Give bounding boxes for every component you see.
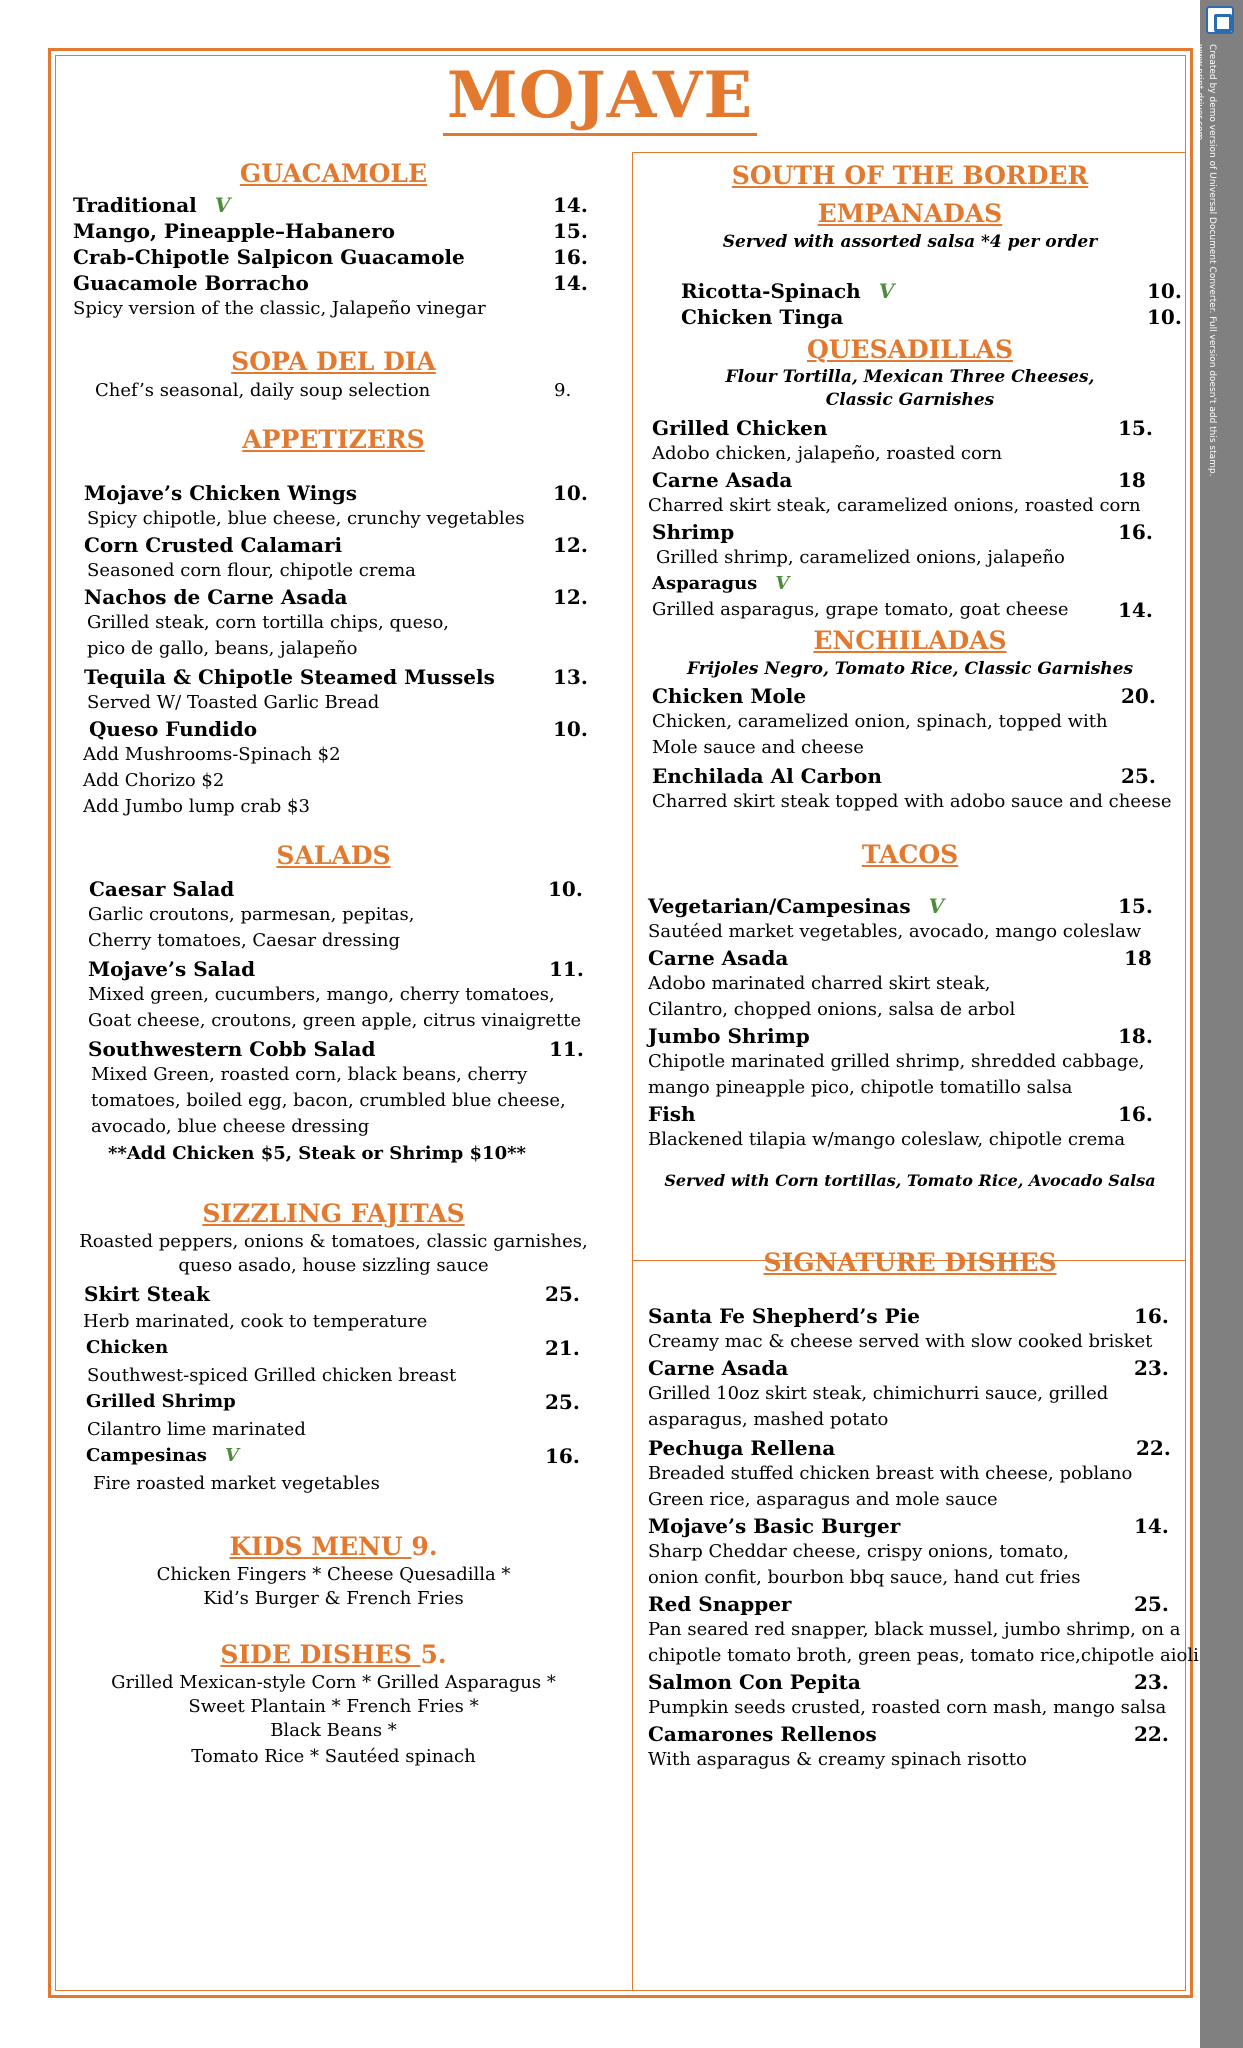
converter-logo-icon bbox=[1206, 6, 1234, 34]
signature-dishes-heading: SIGNATURE DISHES bbox=[763, 1248, 1057, 1277]
guacamole-heading: GUACAMOLE bbox=[239, 159, 428, 188]
side-dishes-list: Black Beans * bbox=[270, 1720, 397, 1741]
item-name: Carne Asada bbox=[648, 1356, 789, 1380]
item-price: 11. bbox=[549, 957, 584, 981]
menu-item bbox=[648, 945, 1180, 971]
item-price: 18 bbox=[1118, 468, 1146, 492]
column-divider bbox=[632, 152, 633, 1990]
item-description: onion confit, bourbon bbq sauce, hand cut fries bbox=[648, 1567, 1081, 1588]
item-description: Mole sauce and cheese bbox=[652, 737, 864, 758]
sopa-heading: SOPA DEL DIA bbox=[231, 347, 436, 376]
item-description: Southwest-spiced Grilled chicken breast bbox=[87, 1365, 457, 1386]
item-price: 12. bbox=[553, 585, 588, 609]
side-dishes-list: Grilled Mexican-style Corn * Grilled Asparagus * bbox=[111, 1672, 556, 1693]
item-name: Queso Fundido bbox=[89, 717, 258, 741]
kids-menu-items: Kid’s Burger & French Fries bbox=[203, 1588, 464, 1609]
enchiladas-subtitle: Frijoles Negro, Tomato Rice, Classic Garnishes bbox=[686, 659, 1134, 679]
menu-item bbox=[648, 1513, 1180, 1539]
item-name: Traditional bbox=[73, 193, 197, 217]
item-name: Asparagus bbox=[652, 573, 758, 594]
item-description: Adobo marinated charred skirt steak, bbox=[648, 973, 991, 994]
menu-item bbox=[652, 467, 1180, 493]
vegetarian-mark: V bbox=[214, 193, 231, 217]
item-name: Chicken bbox=[86, 1337, 169, 1358]
menu-item bbox=[73, 192, 610, 218]
item-description: Green rice, asparagus and mole sauce bbox=[648, 1489, 998, 1510]
left-column bbox=[70, 158, 610, 1769]
item-name: Tequila & Chipotle Steamed Mussels bbox=[84, 665, 495, 689]
item-price: 22. bbox=[1136, 1436, 1171, 1460]
item-price: 16. bbox=[545, 1444, 580, 1468]
item-price: 25. bbox=[545, 1390, 580, 1414]
menu-item bbox=[648, 1355, 1180, 1381]
menu-item bbox=[86, 1335, 610, 1361]
item-name: Ricotta-Spinach bbox=[681, 279, 861, 303]
item-description: Seasoned corn flour, chipotle crema bbox=[87, 560, 416, 581]
item-description: Add Chorizo $2 bbox=[83, 770, 225, 791]
item-description: Cherry tomatoes, Caesar dressing bbox=[88, 930, 400, 951]
item-description: Spicy version of the classic, Jalapeño vinegar bbox=[73, 298, 486, 319]
menu-item bbox=[648, 1101, 1180, 1127]
item-description: Grilled 10oz skirt steak, chimichurri sauce, grilled bbox=[648, 1383, 1109, 1404]
salads-add-protein-note: **Add Chicken $5, Steak or Shrimp $10** bbox=[108, 1143, 526, 1164]
item-description: avocado, blue cheese dressing bbox=[91, 1116, 370, 1137]
item-description: Breaded stuffed chicken breast with cheese, poblano bbox=[648, 1463, 1133, 1484]
item-description: Blackened tilapia w/mango coleslaw, chipotle crema bbox=[648, 1129, 1126, 1150]
item-name: Nachos de Carne Asada bbox=[84, 585, 348, 609]
item-price: 10. bbox=[553, 717, 588, 741]
item-price: 14. bbox=[553, 271, 588, 295]
item-name: Campesinas bbox=[86, 1445, 207, 1466]
item-name: Mojave’s Basic Burger bbox=[648, 1514, 901, 1538]
item-price: 9. bbox=[554, 380, 572, 401]
item-description: Sautéed market vegetables, avocado, mango coleslaw bbox=[648, 921, 1142, 942]
item-name: Crab-Chipotle Salpicon Guacamole bbox=[73, 245, 465, 269]
item-price: 14. bbox=[553, 193, 588, 217]
item-price: 18 bbox=[1124, 946, 1152, 970]
item-price: 20. bbox=[1121, 684, 1156, 708]
side-dishes-list: Sweet Plantain * French Fries * bbox=[188, 1696, 479, 1717]
item-price: 22. bbox=[1134, 1722, 1169, 1746]
item-name: Vegetarian/Campesinas bbox=[648, 894, 911, 918]
menu-item bbox=[84, 664, 610, 690]
item-description: Garlic croutons, parmesan, pepitas, bbox=[88, 904, 415, 925]
menu-item bbox=[648, 1721, 1180, 1747]
empanadas-heading-line-2: EMPANADAS bbox=[817, 199, 1003, 228]
item-name: Chicken Mole bbox=[652, 684, 807, 708]
item-price: 10. bbox=[1147, 279, 1182, 303]
menu-item bbox=[648, 1023, 1180, 1049]
side-dishes-heading bbox=[70, 1639, 597, 1671]
item-name: Red Snapper bbox=[648, 1592, 792, 1616]
fajitas-subtitle: Roasted peppers, onions & tomatoes, classic garnishes, bbox=[79, 1231, 588, 1252]
fajitas-subtitle: queso asado, house sizzling sauce bbox=[178, 1255, 489, 1276]
item-name: Guacamole Borracho bbox=[73, 271, 309, 295]
enchiladas-heading: ENCHILADAS bbox=[813, 626, 1007, 655]
item-name: Skirt Steak bbox=[84, 1282, 210, 1306]
item-description: Served W/ Toasted Garlic Bread bbox=[87, 692, 380, 713]
item-price: 10. bbox=[553, 481, 588, 505]
menu-item bbox=[86, 1443, 610, 1469]
quesadillas-heading: QUESADILLAS bbox=[806, 335, 1014, 364]
menu-item bbox=[652, 571, 1180, 597]
menu-item bbox=[84, 584, 610, 610]
quesadillas-subtitle: Flour Tortilla, Mexican Three Cheeses, bbox=[725, 367, 1095, 387]
item-description: Spicy chipotle, blue cheese, crunchy vegetables bbox=[87, 508, 525, 529]
menu-item bbox=[648, 1435, 1180, 1461]
menu-item bbox=[84, 532, 610, 558]
item-name: Caesar Salad bbox=[89, 877, 235, 901]
item-price: 15. bbox=[553, 219, 588, 243]
kids-menu-price: 9. bbox=[411, 1532, 438, 1561]
fajitas-heading: SIZZLING FAJITAS bbox=[202, 1199, 465, 1228]
item-description: Grilled steak, corn tortilla chips, queso, bbox=[87, 612, 450, 633]
item-name: Jumbo Shrimp bbox=[648, 1024, 810, 1048]
item-description: Pan seared red snapper, black mussel, jumbo shrimp, on a bbox=[648, 1619, 1181, 1640]
watermark-line-1: Created by demo version of Universal Document Converter. Full version doesn't add this stamp. bbox=[1207, 44, 1217, 477]
menu-item bbox=[652, 519, 1180, 545]
item-price: 25. bbox=[1121, 764, 1156, 788]
item-name: Corn Crusted Calamari bbox=[84, 533, 343, 557]
item-name: Fish bbox=[648, 1102, 696, 1126]
item-name: Mojave’s Chicken Wings bbox=[84, 481, 358, 505]
item-description: With asparagus & creamy spinach risotto bbox=[648, 1749, 1027, 1770]
item-price: 16. bbox=[1118, 520, 1153, 544]
item-description: Charred skirt steak topped with adobo sauce and cheese bbox=[652, 791, 1172, 812]
menu-item bbox=[652, 415, 1180, 441]
item-description: Grilled asparagus, grape tomato, goat cheese bbox=[652, 599, 1069, 620]
menu-item bbox=[648, 1303, 1180, 1329]
appetizers-heading: APPETIZERS bbox=[242, 425, 425, 454]
item-description: Cilantro lime marinated bbox=[87, 1419, 306, 1440]
item-description: Adobo chicken, jalapeño, roasted corn bbox=[652, 443, 1003, 464]
item-price: 14. bbox=[1118, 598, 1153, 622]
menu-item bbox=[652, 763, 1180, 789]
item-description: Pumpkin seeds crusted, roasted corn mash, mango salsa bbox=[648, 1697, 1167, 1718]
menu-item bbox=[89, 716, 610, 742]
menu-item bbox=[681, 278, 1180, 304]
item-price: 21. bbox=[545, 1336, 580, 1360]
menu-item bbox=[73, 270, 610, 296]
tacos-served-with-note: Served with Corn tortillas, Tomato Rice, Avocado Salsa bbox=[664, 1171, 1156, 1190]
item-price: 11. bbox=[549, 1037, 584, 1061]
item-description: Add Jumbo lump crab $3 bbox=[83, 796, 310, 817]
menu-item bbox=[88, 1036, 610, 1062]
item-price: 16. bbox=[1118, 1102, 1153, 1126]
vegetarian-mark: V bbox=[224, 1445, 239, 1466]
item-description: Chipotle marinated grilled shrimp, shredded cabbage, bbox=[648, 1051, 1145, 1072]
item-name: Camarones Rellenos bbox=[648, 1722, 877, 1746]
item-description: Grilled shrimp, caramelized onions, jalapeño bbox=[656, 547, 1065, 568]
item-name: Chicken Tinga bbox=[681, 305, 844, 329]
salads-heading: SALADS bbox=[276, 841, 391, 870]
item-price: 25. bbox=[1134, 1592, 1169, 1616]
item-name: Carne Asada bbox=[652, 468, 793, 492]
item-description: Charred skirt steak, caramelized onions, roasted corn bbox=[648, 495, 1141, 516]
empanadas-heading-line-1: SOUTH OF THE BORDER bbox=[731, 161, 1089, 190]
menu-item bbox=[652, 683, 1180, 709]
right-column bbox=[640, 160, 1199, 1773]
vegetarian-mark: V bbox=[878, 279, 895, 303]
side-dishes-price: 5. bbox=[420, 1640, 447, 1669]
item-description: Creamy mac & cheese served with slow cooked brisket bbox=[648, 1331, 1153, 1352]
item-price: 12. bbox=[553, 533, 588, 557]
item-price: 14. bbox=[1134, 1514, 1169, 1538]
item-description: Mixed Green, roasted corn, black beans, cherry bbox=[91, 1064, 528, 1085]
item-description: mango pineapple pico, chipotle tomatillo salsa bbox=[648, 1077, 1073, 1098]
item-description: pico de gallo, beans, jalapeño bbox=[87, 638, 358, 659]
item-description: asparagus, mashed potato bbox=[648, 1409, 889, 1430]
item-name: Carne Asada bbox=[648, 946, 789, 970]
item-name: Grilled Chicken bbox=[652, 416, 828, 440]
item-price: 13. bbox=[553, 665, 588, 689]
item-description: Chef’s seasonal, daily soup selection bbox=[95, 380, 431, 401]
item-name: Mojave’s Salad bbox=[88, 957, 256, 981]
item-name: Santa Fe Shepherd’s Pie bbox=[648, 1304, 920, 1328]
item-description: chipotle tomato broth, green peas, tomato rice,chipotle aioli bbox=[648, 1645, 1199, 1666]
item-price: 16. bbox=[1134, 1304, 1169, 1328]
vegetarian-mark: V bbox=[775, 573, 790, 594]
menu-item bbox=[648, 1669, 1180, 1695]
watermark-line-2: www.print-driver.com bbox=[1194, 44, 1204, 141]
item-description: Mixed green, cucumbers, mango, cherry tomatoes, bbox=[88, 984, 555, 1005]
item-name: Shrimp bbox=[652, 520, 735, 544]
menu-item bbox=[681, 304, 1180, 330]
item-description: Herb marinated, cook to temperature bbox=[83, 1311, 428, 1332]
kids-menu-heading bbox=[70, 1531, 597, 1563]
menu-item bbox=[648, 893, 1180, 919]
item-description: tomatoes, boiled egg, bacon, crumbled blue cheese, bbox=[91, 1090, 566, 1111]
menu-item bbox=[73, 218, 610, 244]
menu-item bbox=[84, 480, 610, 506]
tacos-heading: TACOS bbox=[861, 840, 959, 869]
item-price: 25. bbox=[545, 1282, 580, 1306]
item-name: Pechuga Rellena bbox=[648, 1436, 836, 1460]
item-price: 10. bbox=[1147, 305, 1182, 329]
right-column-top-rule bbox=[632, 152, 1186, 153]
item-description: Add Mushrooms-Spinach $2 bbox=[83, 744, 341, 765]
side-dishes-list: Tomato Rice * Sautéed spinach bbox=[191, 1746, 476, 1767]
side-dishes-title: SIDE DISHES bbox=[220, 1640, 412, 1669]
menu-item bbox=[86, 1389, 610, 1415]
item-price: 15. bbox=[1118, 894, 1153, 918]
item-price: 10. bbox=[548, 877, 583, 901]
item-name: Salmon Con Pepita bbox=[648, 1670, 861, 1694]
empanadas-subtitle: Served with assorted salsa *4 per order bbox=[722, 232, 1098, 252]
item-name: Southwestern Cobb Salad bbox=[88, 1037, 376, 1061]
menu-item bbox=[84, 1281, 610, 1307]
menu-item bbox=[89, 876, 610, 902]
item-name: Enchilada Al Carbon bbox=[652, 764, 882, 788]
item-description: Goat cheese, croutons, green apple, citrus vinaigrette bbox=[88, 1010, 582, 1031]
vegetarian-mark: V bbox=[928, 894, 945, 918]
item-description: Chicken, caramelized onion, spinach, topped with bbox=[652, 711, 1108, 732]
menu-item bbox=[95, 378, 610, 404]
item-price: 16. bbox=[553, 245, 588, 269]
quesadillas-subtitle: Classic Garnishes bbox=[825, 390, 995, 410]
item-name: Mango, Pineapple–Habanero bbox=[73, 219, 395, 243]
menu-item bbox=[73, 244, 610, 270]
item-description: Sharp Cheddar cheese, crispy onions, tomato, bbox=[648, 1541, 1069, 1562]
item-price: 15. bbox=[1118, 416, 1153, 440]
menu-item bbox=[652, 597, 1180, 623]
item-description: Fire roasted market vegetables bbox=[93, 1473, 380, 1494]
kids-menu-items: Chicken Fingers * Cheese Quesadilla * bbox=[156, 1564, 511, 1585]
menu-item bbox=[648, 1591, 1180, 1617]
restaurant-title: MOJAVE bbox=[0, 58, 1200, 134]
item-price: 23. bbox=[1134, 1670, 1169, 1694]
item-description: Cilantro, chopped onions, salsa de arbol bbox=[648, 999, 1016, 1020]
item-price: 18. bbox=[1118, 1024, 1153, 1048]
item-name: Grilled Shrimp bbox=[86, 1391, 236, 1412]
menu-item bbox=[88, 956, 610, 982]
kids-menu-title: KIDS MENU bbox=[229, 1532, 403, 1561]
item-price: 23. bbox=[1134, 1356, 1169, 1380]
